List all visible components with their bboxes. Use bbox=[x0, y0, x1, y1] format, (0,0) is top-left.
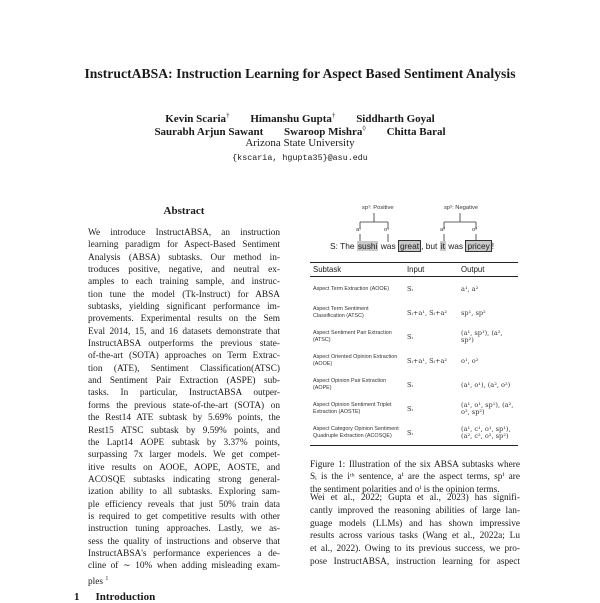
intro-line: cantly improved the reasoning abilities of large lan- bbox=[310, 505, 520, 516]
figure-arrows bbox=[310, 202, 520, 262]
abstract-line: ization ability to all subtasks. Exploring sam- bbox=[88, 487, 280, 498]
abstract-heading: Abstract bbox=[163, 205, 205, 217]
abstract-line: instruction tuning approaches. Lastly, we as- bbox=[88, 524, 280, 535]
footnote-mark: 1 bbox=[105, 575, 109, 582]
author: Siddharth Goyal bbox=[356, 112, 435, 125]
table-cell-output: (a¹, sp¹), (a², sp²) bbox=[461, 329, 503, 344]
sp2-label: sp²: Negative bbox=[444, 205, 479, 211]
abstract-line: tasks. In particular, InstructABSA outper- bbox=[88, 388, 280, 399]
abstract-line: is required to get competitive results with other bbox=[88, 511, 280, 522]
abstract-line: tion tune the model (Tk-Instruct) for ABSA bbox=[88, 289, 280, 300]
intro-line: results across various tasks (Wang et al., 2022a; Lu bbox=[310, 531, 520, 542]
author: Saurabh Arjun Sawant bbox=[154, 125, 264, 138]
intro-line: guage models (LLMs) and has shown impressive bbox=[310, 518, 520, 529]
author: Himanshu Gupta† bbox=[250, 111, 336, 125]
table-header: Input bbox=[404, 263, 458, 277]
abstract-line: InstructABSA's performance experiences a de- bbox=[88, 548, 280, 559]
abstract-line: the Rest14 ATE subtask by 5.69% points, the bbox=[88, 413, 280, 424]
table-cell-output: a¹, a² bbox=[461, 284, 479, 293]
subtask-table bbox=[310, 262, 518, 446]
caption-line: the sentiment polarities and oⁱ is the opinion terms. bbox=[310, 484, 500, 495]
author-row-1 bbox=[0, 111, 600, 125]
section-heading bbox=[74, 591, 171, 603]
table-cell-subtask: Aspect Oriented Opinion Extraction (AOOE) bbox=[313, 354, 398, 367]
aspect-term: it bbox=[440, 241, 445, 251]
example-sentence: S: The sushi was great , but it was pricey ! bbox=[330, 241, 495, 251]
abstract-line: and Sentiment Pair Extraction (ASPE) sub- bbox=[88, 376, 280, 387]
abstract-line: Analysis (ABSA) subtasks. Our method in- bbox=[88, 252, 280, 263]
abstract-line: InstructABSA outperforms the previous state- bbox=[88, 339, 280, 350]
table-row bbox=[310, 397, 518, 421]
table-header: Subtask bbox=[310, 263, 404, 277]
table-row bbox=[310, 301, 518, 325]
opinion-term: great bbox=[399, 241, 420, 251]
aspect-term: sushi bbox=[357, 241, 378, 251]
a2-label: a² bbox=[440, 227, 446, 233]
abstract-line: the Lapt14 AOPE subtask by 3.37% points, bbox=[88, 437, 280, 448]
table-row bbox=[310, 325, 518, 349]
table-cell-input: Sᵢ bbox=[407, 332, 413, 341]
abstract-line: tion (ATE), Sentiment Classification(ATSC) bbox=[88, 363, 280, 374]
o1-label: o¹ bbox=[384, 227, 390, 233]
abstract-line: surpassing 7x larger models. We get compet- bbox=[88, 450, 280, 461]
table-cell-subtask: Aspect Term Extraction (AOOE) bbox=[313, 285, 389, 292]
table-cell-input: Sᵢ bbox=[404, 421, 458, 446]
author: Swaroop Mishra◊ bbox=[284, 124, 366, 138]
abstract-line: subtasks, yielding significant performance im- bbox=[88, 302, 280, 313]
abstract-line: troduces positive, negative, and neutral ex- bbox=[88, 265, 280, 276]
table-cell-output: (a¹, o¹, sp¹), (a², o², sp²) bbox=[461, 401, 514, 416]
abstract-line: Eval 2014, 15, and 16 datasets demonstrate that bbox=[88, 326, 280, 337]
table-cell-input: Sᵢ bbox=[407, 404, 413, 413]
table-cell-input: Sᵢ bbox=[407, 284, 413, 293]
author-row-2 bbox=[0, 124, 600, 138]
abstract-line: Rest15 ATSC subtask by 9.59% points, and bbox=[88, 425, 280, 436]
abstract-line: cline of ∼ 10% when adding misleading exam- bbox=[88, 561, 280, 572]
abstract-line: ple efficiency reveals that just 50% train data bbox=[88, 499, 280, 510]
section-number: 1 bbox=[74, 591, 80, 603]
intro-line: et al., 2022). Owing to its previous success, we pro- bbox=[310, 544, 520, 555]
intro-text bbox=[310, 492, 520, 569]
table-cell-input: Sᵢ+a¹, Sᵢ+a² bbox=[407, 356, 448, 365]
table-cell-input: Sᵢ+a¹, Sᵢ+a² bbox=[407, 308, 448, 317]
section-title: Introduction bbox=[95, 591, 156, 603]
o2-label: o² bbox=[472, 227, 478, 233]
table-row bbox=[310, 373, 518, 397]
paper-title: InstructABSA: Instruction Learning for Aspect Based Sentiment Analysis bbox=[84, 66, 516, 81]
author: Kevin Scaria† bbox=[165, 111, 230, 125]
abstract-line: sess the quality of instructions and observe that bbox=[88, 536, 280, 547]
abstract-line: of-the-art (SOTA) approaches on Term Extrac- bbox=[88, 351, 280, 362]
table-header: Output bbox=[458, 263, 518, 277]
table-cell-subtask: Aspect Sentiment Pair Extraction (ATSC) bbox=[313, 330, 392, 343]
table-cell-subtask: Aspect Category Opinion Sentiment Quadruple Extraction (ACOSQE) bbox=[310, 421, 404, 446]
affiliation: Arizona State University bbox=[245, 137, 355, 149]
table-row bbox=[310, 421, 518, 446]
author: Chitta Baral bbox=[386, 125, 446, 138]
intro-line: Wei et al., 2022; Gupta et al., 2023) has signifi- bbox=[310, 493, 520, 503]
abstract-line: ples $^1$ bbox=[88, 575, 109, 587]
table-cell-subtask: Aspect Term Sentiment Classification (ATSC) bbox=[313, 306, 369, 319]
abstract-body bbox=[88, 227, 280, 588]
abstract-line: ACOSQE subtasks indicating strong general- bbox=[88, 474, 280, 485]
caption-line: Sᵢ is the iᵗʰ sentence, aⁱ are the aspect terms, spⁱ are bbox=[310, 472, 520, 483]
abstract-line: amples to each training sample, and instruc- bbox=[88, 277, 280, 288]
table-cell-output: o¹, o² bbox=[461, 356, 479, 365]
table-cell-input: Sᵢ bbox=[407, 380, 413, 389]
table-cell-subtask: Aspect Opinion Pair Extraction (AOPE) bbox=[313, 378, 387, 391]
table-cell-subtask: Aspect Opinion Sentiment Triplet Extraction (AOSTE) bbox=[313, 402, 392, 415]
intro-line: pose InstructABSA, instruction learning for aspect bbox=[310, 556, 520, 567]
abstract-line: provements. Experimental results on the Sem bbox=[88, 314, 280, 325]
table-cell-output: (a¹, o¹), (a², o²) bbox=[461, 380, 511, 389]
abstract-line: learning paradigm for Aspect-Based Sentiment bbox=[88, 240, 280, 251]
opinion-term: pricey bbox=[467, 241, 490, 251]
caption-line: Figure 1: Illustration of the six ABSA subtasks where bbox=[310, 460, 520, 470]
table-cell-output: (a¹, c¹, o¹, sp¹), (a², c², o², sp²) bbox=[458, 421, 518, 446]
table-row bbox=[310, 277, 518, 302]
abstract-line: forms the previous state-of-the-art (SOTA) on bbox=[88, 400, 280, 411]
table-row bbox=[310, 349, 518, 373]
figure-caption bbox=[310, 459, 520, 496]
email: {kscaria, hgupta35}@asu.edu bbox=[232, 153, 368, 163]
abstract-line: itive results on AOOE, AOPE, AOSTE, and bbox=[88, 462, 280, 473]
table-cell-output: sp¹, sp² bbox=[461, 308, 486, 317]
sp1-label: sp¹: Positive bbox=[362, 205, 394, 211]
a1-label: a¹ bbox=[356, 227, 362, 233]
abstract-line: We introduce InstructABSA, an instruction bbox=[88, 228, 280, 238]
